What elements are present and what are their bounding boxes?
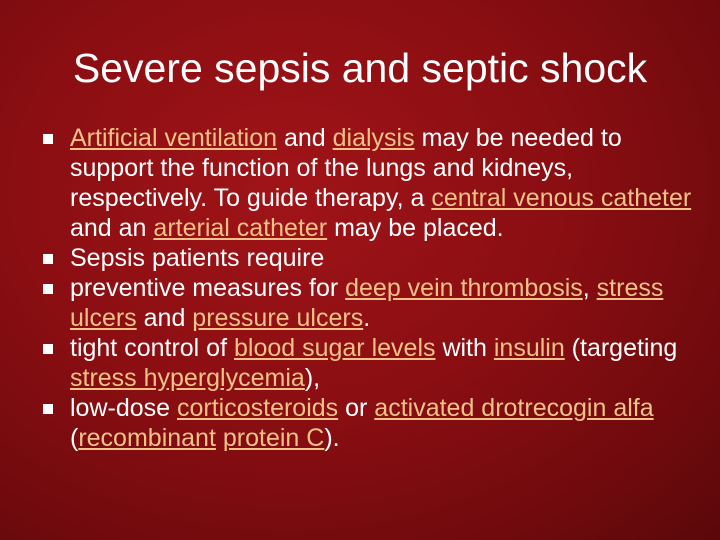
bullet-item [40, 393, 700, 453]
slide-title: Severe sepsis and septic shock [72, 45, 648, 91]
square-bullet-icon [43, 404, 53, 414]
bullet-text [70, 394, 654, 452]
bullet-text-segment: Sepsis patients require [70, 244, 325, 272]
bullet-text-segment: with [435, 334, 494, 362]
square-bullet-icon [43, 284, 53, 294]
bullet-text-segment: preventive measures for [70, 274, 346, 302]
bullet-text-segment: , [582, 274, 597, 302]
square-bullet-icon [43, 134, 53, 144]
square-bullet-icon [43, 254, 53, 264]
bullet-text-segment: and [277, 124, 333, 152]
bullet-text-segment: and [136, 304, 193, 332]
bullet-text [70, 334, 677, 392]
bullet-text-segment: may be needed to support the function of the lungs and kidneys, respectively. To guide therapy, a [70, 124, 622, 212]
bullet-text-segment: and an [70, 214, 154, 242]
bullet-list [40, 123, 700, 453]
hyperlink[interactable]: stress ulcers [70, 274, 664, 332]
bullet-text-segment: ). [324, 424, 340, 452]
square-bullet-icon [43, 344, 53, 354]
bullet-text-segment: low-dose [70, 394, 177, 422]
hyperlink[interactable]: central venous catheter [431, 184, 692, 212]
hyperlink[interactable]: dialysis [332, 124, 415, 152]
bullet-text [70, 124, 691, 242]
bullet-text-segment [216, 424, 223, 452]
hyperlink[interactable]: deep vein thrombosis [345, 274, 583, 302]
bullet-text-segment: ( [70, 424, 79, 452]
bullet-text-segment: may be placed. [327, 214, 504, 242]
hyperlink[interactable]: corticosteroids [177, 394, 339, 422]
bullet-item [40, 273, 700, 333]
bullet-text [70, 244, 324, 272]
hyperlink[interactable]: blood sugar levels [233, 334, 436, 362]
bullet-text-segment: ), [304, 364, 321, 392]
hyperlink[interactable]: recombinant [78, 424, 216, 452]
bullet-text [70, 274, 663, 332]
hyperlink[interactable]: activated drotrecogin alfa [374, 394, 654, 422]
hyperlink[interactable]: insulin [493, 334, 565, 362]
bullet-text-segment: . [363, 304, 371, 332]
bullet-text-segment: or [338, 394, 375, 422]
hyperlink[interactable]: protein C [222, 424, 325, 452]
bullet-text-segment: tight control of [70, 334, 234, 362]
hyperlink[interactable]: stress hyperglycemia [70, 364, 305, 392]
bullet-item [40, 123, 700, 243]
bullet-item [40, 243, 700, 273]
hyperlink[interactable]: arterial catheter [153, 214, 328, 242]
hyperlink[interactable]: pressure ulcers [192, 304, 364, 332]
bullet-item [40, 333, 700, 393]
hyperlink[interactable]: Artificial ventilation [70, 124, 278, 152]
bullet-text-segment: (targeting [564, 334, 678, 362]
